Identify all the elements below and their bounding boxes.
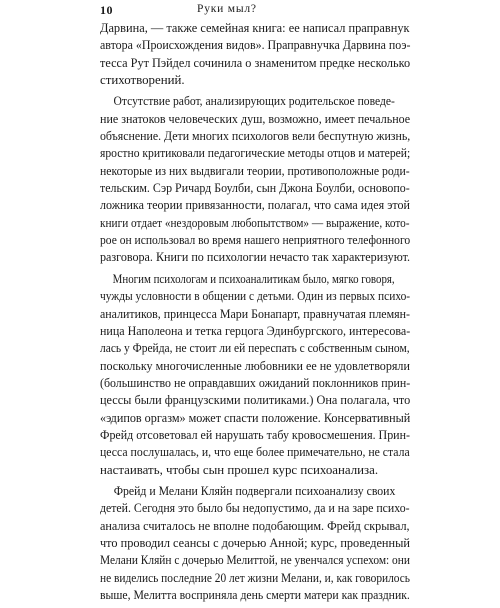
text-line: некоторые из них выдвигали теории, противоположные роди- bbox=[100, 163, 410, 178]
text-line: стихотворений. bbox=[100, 73, 185, 88]
text-line: разговора. Книги по психологии нечасто так характеризуют. bbox=[100, 250, 410, 265]
paragraph bbox=[100, 93, 410, 266]
body-text bbox=[100, 20, 410, 608]
page-number: 10 bbox=[100, 3, 113, 17]
text-line: анализа считалось не вполне подобающим. Фрейд скрывал, bbox=[100, 518, 410, 533]
text-line: ние знатоков человеческих душ, возможно, имеет печальное bbox=[100, 111, 411, 126]
text-line: объяснение. Дети многих психологов вели беспутную жизнь, bbox=[100, 129, 411, 144]
text-line: что проводил сеансы с дочерью Анной; курс, проведенный bbox=[100, 535, 410, 550]
text-line: яростно критиковали педагогические методы отцов и матерей; bbox=[100, 146, 411, 161]
text-line: (большинство не оправдавших ожиданий поклонников прин- bbox=[100, 375, 411, 390]
text-line: аналитиков, принцесса Мари Бонапарт, правнучатая племян- bbox=[100, 306, 410, 321]
text-line: Фрейд и Мелани Кляйн подвергали психоанализу своих bbox=[113, 483, 396, 498]
text-line: тесса Рут Пэйдел сочинила о знаменитом предке несколько bbox=[100, 55, 411, 70]
text-line: настаивать, чтобы сын прошел курс психоанализа. bbox=[100, 462, 379, 477]
text-line: не виделись последние 20 лет жизни Мелани, и, как говорилось bbox=[100, 570, 411, 585]
text-line: цессы были французскими политиками.) Она полагала, что bbox=[100, 393, 411, 408]
text-line: детей. Сегодня это было бы недопустимо, да и на заре психо- bbox=[100, 501, 410, 516]
text-line: Дарвина, — также семейная книга: ее написал праправнук bbox=[100, 21, 410, 35]
text-line: Отсутствие работ, анализирующих родительское поведе- bbox=[113, 94, 395, 109]
text-line: Мелани Кляйн с дочерью Мелиттой, не увенчался успехом: они bbox=[100, 553, 410, 568]
text-line: автора «Происхождения видов». Праправнучка Дарвина поэ- bbox=[100, 38, 411, 53]
paragraph bbox=[100, 483, 410, 604]
text-line: тельским. Сэр Ричард Боулби, сын Джона Боулби, основопо- bbox=[100, 181, 410, 196]
paragraph bbox=[100, 271, 410, 479]
text-line: книги отдает «нездоровым любопытством» — выражение, кото- bbox=[100, 215, 410, 230]
text-line: Фрейд отсоветовал ей нарушать табу кровосмешения. Прин- bbox=[100, 427, 410, 442]
text-line: Многим психологам и психоаналитикам было, мягко говоря, bbox=[112, 271, 395, 286]
text-line: цесса послушалась, и, что еще более примечательно, не стала bbox=[100, 445, 410, 460]
text-line: ница Наполеона и тетка герцога Эдинбургского, интересова- bbox=[100, 323, 411, 338]
text-line: лась у Фрейда, не стоит ли ей переспать с собственным сыном, bbox=[100, 341, 410, 356]
text-line: ложника теории привязанности, полагал, что сама идея этой bbox=[100, 198, 410, 213]
text-line: выше, Мелитта восприняла день смерти матери как праздник. bbox=[100, 588, 410, 602]
text-line: чужды условности в общении с детьми. Один из первых психо- bbox=[100, 289, 411, 304]
text-line: рое он использовал во время нашего неприятного телефонного bbox=[100, 233, 411, 248]
page-header bbox=[100, 3, 410, 17]
text-line: «эдипов оргазм» может спасти положение. Консервативный bbox=[100, 410, 411, 425]
paragraph bbox=[100, 20, 410, 89]
running-title: Руки мыл? bbox=[197, 3, 257, 15]
text-line: поскольку многочисленные любовники ее не удовлетворяли bbox=[100, 358, 410, 373]
